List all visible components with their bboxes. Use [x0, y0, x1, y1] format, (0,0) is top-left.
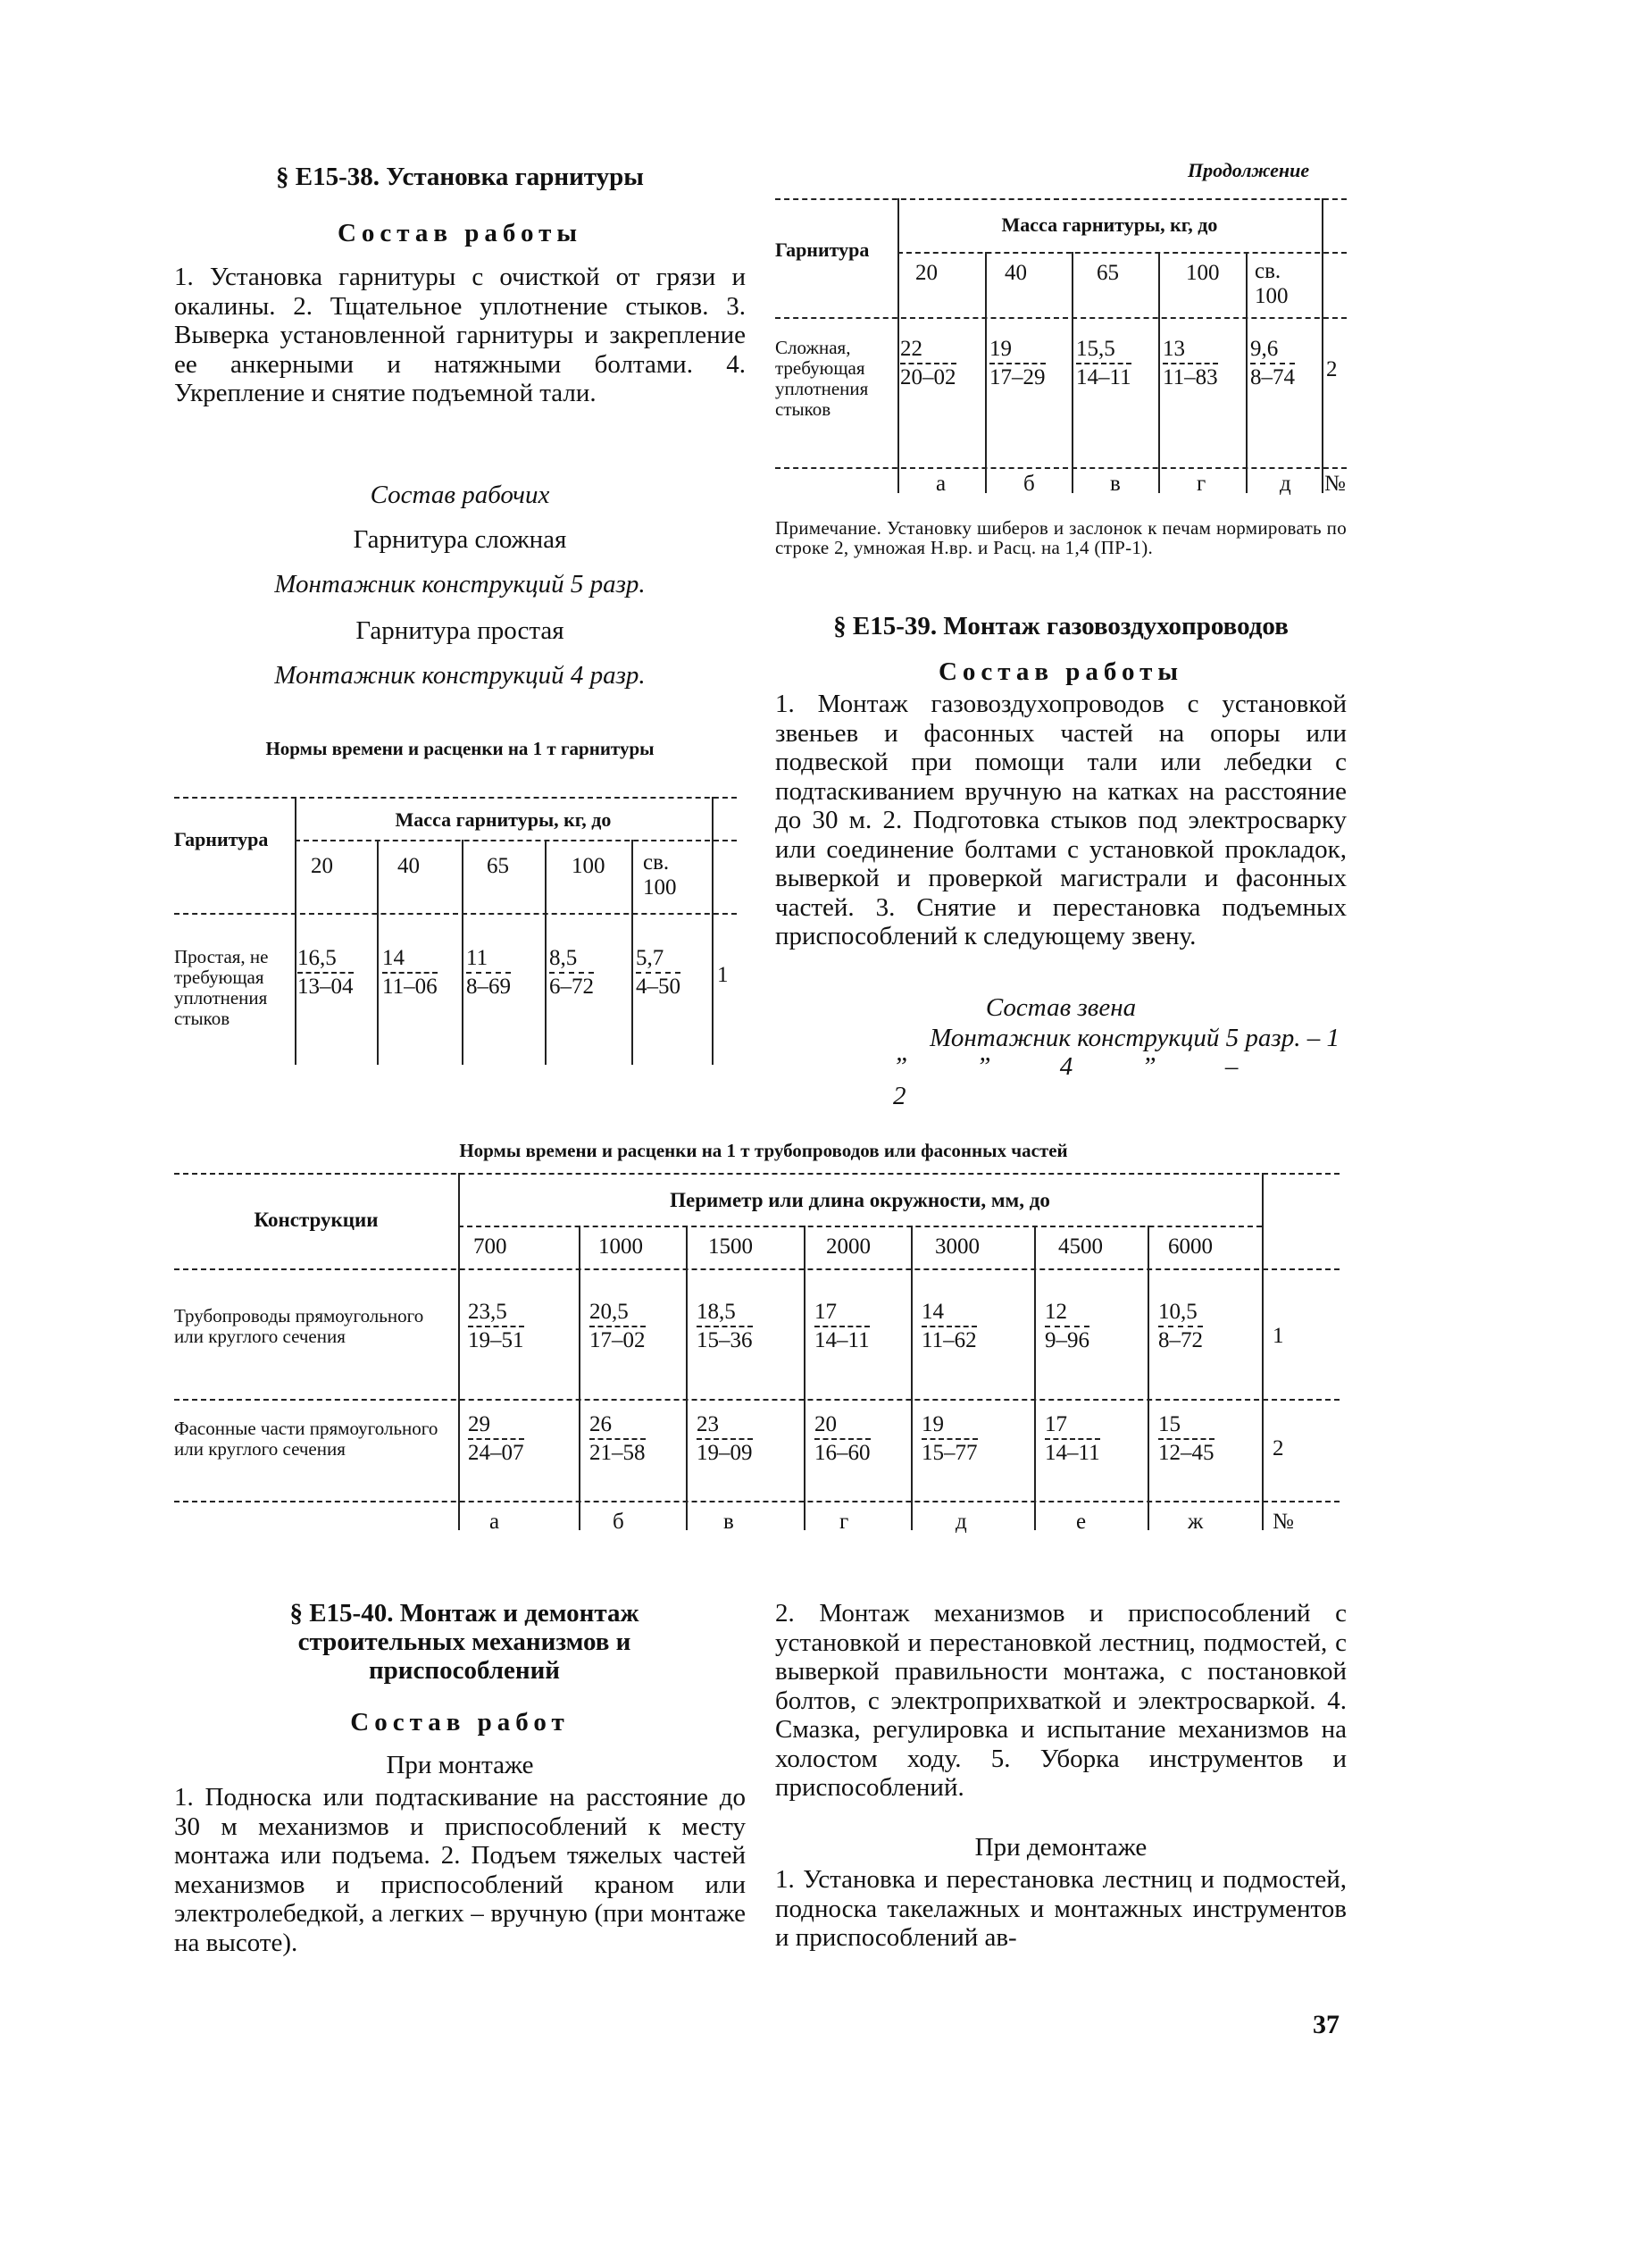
table-gas-col-1000: 1000	[598, 1234, 643, 1259]
e1540-work-title: Состав работ	[350, 1708, 570, 1737]
table-gas-letter-a: а	[489, 1510, 500, 1534]
e1538-table-title: Нормы времени и расценки на 1 т гарнитуры	[265, 738, 655, 759]
table-gas-r1-c: $\frac{18,5}{15-36}$	[697, 1300, 753, 1352]
table-gas-r2-f: $\frac{17}{14-11}$	[1045, 1412, 1100, 1465]
table-gas-letter-d: г	[839, 1510, 849, 1534]
e1538-simple-label: Гарнитура простая	[355, 616, 564, 645]
table-gas-r1-f: $\frac{12}{9-96}$	[1045, 1300, 1089, 1352]
table-simple-col-over-100: св. 100	[643, 850, 677, 900]
table-complex-col-100: 100	[1186, 261, 1220, 285]
table-gas-col-700: 700	[473, 1234, 507, 1259]
table-gas-col-4500: 4500	[1058, 1234, 1103, 1259]
table-complex-cell-e: $\frac{9,6}{8-74}$	[1250, 337, 1295, 389]
e1538-simple-worker: Монтажник конструкций 4 разр.	[274, 661, 646, 690]
e1538-work-text: 1. Установка гарнитуры с очисткой от грязи и окалины. 2. Тщательное уплотнение стыков. 3. Выверка установленной гарнитуры и закрепление ее анкерными и натяжными болтами. 4. Укрепление и снятие подъемной тали.	[174, 263, 746, 407]
table-gas-r2-c: $\frac{23}{19-09}$	[697, 1412, 753, 1465]
table-simple-cell-c: $\frac{11}{8-69}$	[466, 946, 511, 999]
table-simple-cell-a: $\frac{16,5}{13-04}$	[297, 946, 354, 999]
e1539-heading: § Е15-39. Монтаж газовоздухопроводов	[833, 612, 1289, 640]
e1539-crew-title: Состав звена	[985, 993, 1137, 1022]
e1540-dismount-text: 1. Установка и перестановка лестниц и подмостей, подноска такелажных и монтажных инструментов и приспособлений ав-	[775, 1865, 1347, 1952]
table-gas-r2-b: $\frac{26}{21-58}$	[589, 1412, 646, 1465]
e1540-heading: § Е15-40. Монтаж и демонтаж строительных механизмов и приспособлений	[289, 1599, 639, 1685]
e1540-mount-text-b: 2. Монтаж механизмов и приспособлений с установкой и перестановкой лестниц, подмостей, с выверкой правильности монтажа, с постановкой болтов, с электроприхваткой и электросваркой. 4. Смазка, регулировка и испытание механизмов на холостом ходу. 5. Уборка инструментов и приспособлений.	[775, 1599, 1347, 1802]
table-complex-letter-e: д	[1280, 472, 1291, 496]
table-gas-r1-b: $\frac{20,5}{17-02}$	[589, 1300, 646, 1352]
table-complex-letter-b: б	[1023, 472, 1035, 496]
continuation-label: Продолжение	[1188, 159, 1310, 181]
e1538-work-title: Состав работы	[337, 219, 583, 247]
table-gas-r2-g: $\frac{15}{12-45}$	[1158, 1412, 1214, 1465]
table-gas-r1-d: $\frac{17}{14-11}$	[814, 1300, 870, 1352]
e1540-mount-text-a: 1. Подноска или подтаскивание на расстояние до 30 м механизмов и приспособлений к месту монтажа или подъема. 2. Подъем тяжелых частей механизмов и приспособлений краном или электролебедкой, а легких – вручную (при монтаже на высоте).	[174, 1783, 746, 1957]
table-complex-row-label: Сложная, требующая уплотнения стыков	[775, 337, 869, 420]
page-number: 37	[1313, 2010, 1340, 2039]
e1538-complex-worker: Монтажник конструкций 5 разр.	[274, 570, 646, 598]
e1539-work-text: 1. Монтаж газовоздухопроводов с установкой звеньев и фасонных частей на опоры или подвеской при помощи тали или лебедки с подтаскиванием вручную на катках на расстояние до 30 м. 2. Подготовка стыков под электросварку или соединение болтами с установкой прокладок, выверкой и проверкой магистрали и фасонных частей. 3. Снятие и перестановка подъемных приспособлений к следующему звену.	[775, 690, 1347, 950]
table-gas-letter-c: в	[723, 1510, 734, 1534]
table-gas-letter-b: б	[613, 1510, 624, 1534]
table-simple-row-no: 1	[717, 963, 729, 987]
table-gas-letter-e: д	[956, 1510, 967, 1534]
table-gas-row-2-no: 2	[1273, 1436, 1284, 1460]
table-simple-group-head: Масса гарнитуры, кг, до	[395, 808, 612, 831]
table-complex-col-head: Гарнитура	[775, 239, 870, 261]
table-gas-col-head: Конструкции	[254, 1209, 379, 1231]
table-gas-row-1-no: 1	[1273, 1324, 1284, 1348]
table-gas-no-sign: №	[1273, 1510, 1294, 1534]
table-gas-col-1500: 1500	[708, 1234, 753, 1259]
table-simple-col-65: 65	[487, 854, 509, 878]
table-complex-group-head: Масса гарнитуры, кг, до	[1001, 213, 1218, 236]
table-complex-cell-b: $\frac{19}{17-29}$	[989, 337, 1046, 389]
table-complex-col-over-100: св. 100	[1255, 259, 1289, 308]
e1539-crew-line-1: Монтажник конструкций 5 разр. – 1	[930, 1024, 1340, 1052]
table-gas-r2-e: $\frac{19}{15-77}$	[922, 1412, 978, 1465]
table-complex-col-20: 20	[915, 261, 938, 285]
table-complex-no-sign: №	[1324, 472, 1346, 496]
table-simple-cell-e: $\frac{5,7}{4-50}$	[636, 946, 680, 999]
table-complex-cell-d: $\frac{13}{11-83}$	[1163, 337, 1218, 389]
table-gas-r1-g: $\frac{10,5}{8-72}$	[1158, 1300, 1203, 1352]
table-simple-col-40: 40	[397, 854, 420, 878]
table-complex-letter-c: в	[1110, 472, 1121, 496]
table-gas-row-1-label: Трубопроводы прямоугольного или круглого сечения	[174, 1305, 424, 1347]
table-gas-col-6000: 6000	[1168, 1234, 1213, 1259]
table-simple-row-label: Простая, не требующая уплотнения стыков	[174, 946, 269, 1029]
table-gas-r1-e: $\frac{14}{11-62}$	[922, 1300, 977, 1352]
e1538-note: Примечание. Установку шиберов и заслонок к печам нормировать по строке 2, умножая Н.вр. и Расц. на 1,4 (ПР-1).	[775, 517, 1347, 558]
e1539-table-title: Нормы времени и расценки на 1 т трубопроводов или фасонных частей	[459, 1140, 1068, 1161]
e1538-workers-title: Состав рабочих	[370, 481, 550, 509]
table-complex-letter-a: а	[936, 472, 947, 496]
e1538-complex-label: Гарнитура сложная	[353, 525, 567, 554]
table-gas-r1-a: $\frac{23,5}{19-51}$	[468, 1300, 524, 1352]
table-gas-letter-g: ж	[1188, 1510, 1204, 1534]
table-gas-group-head: Периметр или длина окружности, мм, до	[670, 1189, 1050, 1211]
table-gas-col-3000: 3000	[935, 1234, 980, 1259]
table-simple-cell-d: $\frac{8,5}{6-72}$	[549, 946, 594, 999]
table-complex-cell-c: $\frac{15,5}{14-11}$	[1076, 337, 1131, 389]
table-gas-r2-d: $\frac{20}{16-60}$	[814, 1412, 871, 1465]
e1540-dismount-title: При демонтаже	[974, 1833, 1148, 1862]
table-complex-col-65: 65	[1097, 261, 1119, 285]
e1539-work-title: Состав работы	[938, 657, 1184, 686]
table-simple-col-20: 20	[311, 854, 333, 878]
e1539-crew-line-2: ” ” 4 ” – 2	[893, 1052, 1239, 1110]
table-gas-r2-a: $\frac{29}{24-07}$	[468, 1412, 524, 1465]
table-simple-cell-b: $\frac{14}{11-06}$	[382, 946, 438, 999]
table-complex-row-no: 2	[1326, 357, 1338, 381]
table-gas-letter-f: е	[1076, 1510, 1087, 1534]
table-complex-cell-a: $\frac{22}{20-02}$	[900, 337, 956, 389]
e1540-mount-title: При монтаже	[386, 1751, 534, 1779]
table-simple-col-100: 100	[572, 854, 605, 878]
table-complex-letter-d: г	[1197, 472, 1206, 496]
e1538-heading: § Е15-38. Установка гарнитуры	[276, 163, 644, 191]
table-gas-col-2000: 2000	[826, 1234, 871, 1259]
table-gas-row-2-label: Фасонные части прямоугольного или круглого сечения	[174, 1418, 438, 1460]
table-simple-col-head: Гарнитура	[174, 828, 269, 850]
table-complex-col-40: 40	[1005, 261, 1027, 285]
